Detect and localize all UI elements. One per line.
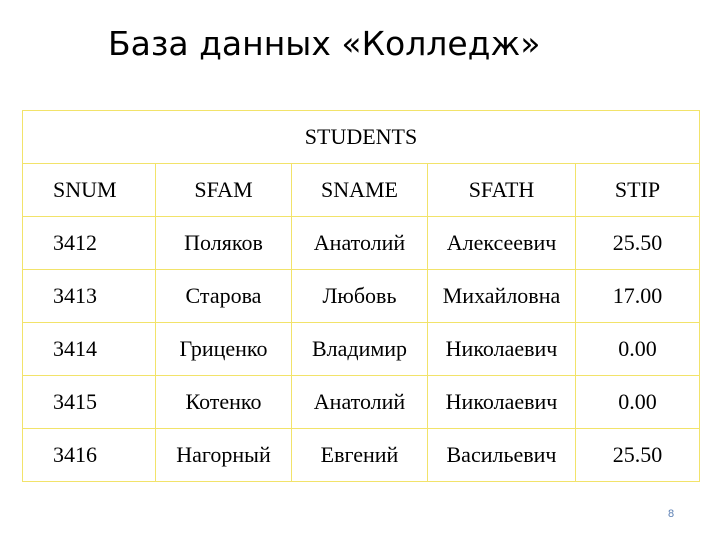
cell-sfam: Старова xyxy=(156,270,292,323)
students-table-container xyxy=(22,110,699,482)
cell-stip: 25.50 xyxy=(576,217,700,270)
table-row xyxy=(23,429,700,482)
cell-sname: Анатолий xyxy=(292,217,428,270)
cell-sname: Анатолий xyxy=(292,376,428,429)
cell-snum: 3416 xyxy=(23,429,156,482)
table-row xyxy=(23,323,700,376)
cell-sfath: Васильевич xyxy=(428,429,576,482)
cell-sfam: Гриценко xyxy=(156,323,292,376)
cell-sfam: Котенко xyxy=(156,376,292,429)
cell-stip: 25.50 xyxy=(576,429,700,482)
cell-sfam: Поляков xyxy=(156,217,292,270)
table-row xyxy=(23,376,700,429)
table-header-row xyxy=(23,164,700,217)
cell-stip: 0.00 xyxy=(576,376,700,429)
cell-sfath: Алексеевич xyxy=(428,217,576,270)
slide-title: База данных «Колледж» xyxy=(108,24,541,63)
table-caption-row xyxy=(23,111,700,164)
students-table xyxy=(22,110,700,482)
column-header-snum: SNUM xyxy=(23,164,156,217)
cell-snum: 3415 xyxy=(23,376,156,429)
column-header-stip: STIP xyxy=(576,164,700,217)
cell-stip: 17.00 xyxy=(576,270,700,323)
cell-snum: 3412 xyxy=(23,217,156,270)
cell-sfath: Николаевич xyxy=(428,323,576,376)
column-header-sfam: SFAM xyxy=(156,164,292,217)
cell-snum: 3414 xyxy=(23,323,156,376)
cell-sname: Любовь xyxy=(292,270,428,323)
column-header-sfath: SFATH xyxy=(428,164,576,217)
cell-snum: 3413 xyxy=(23,270,156,323)
table-row xyxy=(23,270,700,323)
cell-stip: 0.00 xyxy=(576,323,700,376)
cell-sfath: Николаевич xyxy=(428,376,576,429)
page-number: 8 xyxy=(668,508,675,520)
column-header-sname: SNAME xyxy=(292,164,428,217)
cell-sfath: Михайловна xyxy=(428,270,576,323)
table-row xyxy=(23,217,700,270)
table-caption: STUDENTS xyxy=(23,111,700,164)
cell-sname: Евгений xyxy=(292,429,428,482)
cell-sname: Владимир xyxy=(292,323,428,376)
cell-sfam: Нагорный xyxy=(156,429,292,482)
